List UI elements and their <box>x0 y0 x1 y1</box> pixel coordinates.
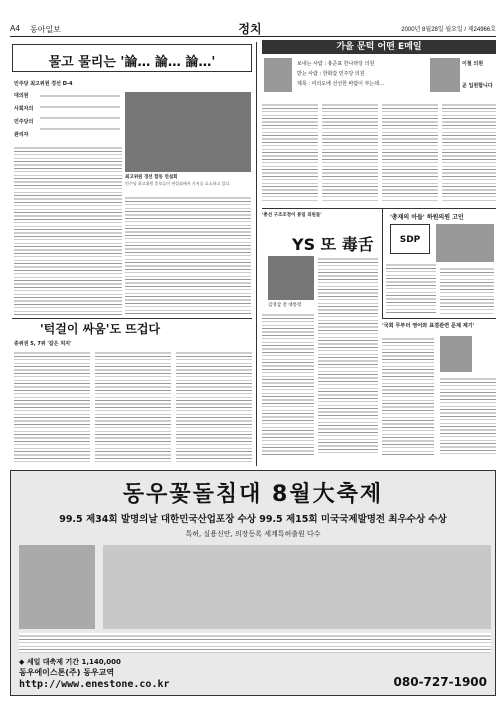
ad-url[interactable]: http://www.enestone.co.kr <box>19 679 170 690</box>
ad-product-photo <box>103 545 491 629</box>
text-block <box>176 350 252 462</box>
interview-label: 제목 : 여의도에 선선한 바람이 부는데… <box>297 81 385 87</box>
section-title: 정치 <box>238 22 262 36</box>
right-name: 이철 의원 <box>462 61 484 67</box>
sdp-kicker: '총재의 아들' 하원의원 고인 <box>390 214 464 221</box>
forum-title-box <box>12 44 252 72</box>
divider <box>382 318 496 319</box>
forum-photo <box>125 92 251 172</box>
ys-kicker: '총선 구조조정이 통일 의원들' <box>262 213 322 218</box>
portrait-left <box>264 58 292 92</box>
divider <box>12 318 252 319</box>
column-rule <box>382 208 383 318</box>
interview-left-labels <box>297 60 407 87</box>
text-block <box>442 102 496 202</box>
text-block <box>322 102 378 202</box>
text-block <box>262 102 318 202</box>
text-block <box>382 102 438 202</box>
interview-banner: 가을 문턱 어떤 E메일 <box>262 40 496 54</box>
photo-note: 민주당 최고위원 후보들이 연설회에서 지지를 호소하고 있다. <box>125 181 231 186</box>
assembly-photo <box>440 336 472 372</box>
sdp-logo: SDP <box>390 224 430 254</box>
paper-name: 동아일보 <box>30 25 61 34</box>
text-block <box>386 262 436 314</box>
bottom-story-title: '턱걸이 싸움'도 뜨겁다 <box>40 322 161 336</box>
interview-label: 보내는 사람 : 홍준표 한나라당 의원 <box>297 61 375 67</box>
text-block <box>40 126 120 132</box>
interview-label: 받는 사람 : 한화갑 민주당 의원 <box>297 71 365 77</box>
text-block <box>40 115 120 121</box>
ad-award-photo <box>19 545 95 629</box>
text-block <box>440 266 494 314</box>
ad-headline: 동우꽃돌침대 8월大축제 <box>122 482 384 507</box>
text-block <box>14 350 90 462</box>
column-rule <box>256 42 257 466</box>
ys-photo <box>268 256 314 300</box>
advertisement <box>10 470 496 696</box>
ys-title: YS 또 毒舌 <box>292 235 374 254</box>
assembly-title: '국회 무부터 영어와 표결관련 문제 제기' <box>382 323 475 329</box>
header-rule <box>10 36 496 37</box>
text-block <box>440 376 496 456</box>
text-block <box>40 104 120 110</box>
forum-subtitle: 민주당 최고위원 경선 D-4 <box>14 81 73 87</box>
bottom-story-sub: 중위권 5, 7위 '같은 처지' <box>14 341 72 347</box>
ad-line1: 99.5 제34회 발명의날 대한민국산업포장 수상 99.5 제15회 미국국제발명전 최우수상 수상 <box>59 514 447 525</box>
text-block <box>318 256 378 456</box>
text-block <box>95 350 171 462</box>
forum-label: 민주당의 <box>14 119 34 125</box>
forum-body-column <box>125 195 251 315</box>
forum-title: 물고 물리는 '論… 論… 論…' <box>48 55 216 70</box>
ad-line2: 특허, 실용신안, 의장등록 세계특허출원 다수 <box>185 530 321 538</box>
text-block <box>262 312 314 456</box>
page-number: A4 <box>10 24 20 33</box>
sdp-photo <box>436 224 494 262</box>
text-block <box>382 336 434 456</box>
forum-label: 사회자의 <box>14 106 34 112</box>
divider <box>262 208 496 209</box>
forum-label: 대의원 <box>14 93 29 99</box>
right-sub: 곧 입원합니다 <box>462 83 493 89</box>
photo-caption: 최고위원 경선 합동 연설회 <box>125 175 178 180</box>
ad-price: ◆ 세일 대축제 기간 1,140,000 <box>19 658 121 666</box>
issue-date: 2000년 8월28일 월요일 / 제24966호 <box>401 27 496 33</box>
forum-label-list <box>14 92 134 150</box>
ys-photo-caption: 김영삼 전 대통령 <box>268 303 302 308</box>
ad-phone: 080-727-1900 <box>393 675 487 689</box>
ad-text-block <box>19 633 491 653</box>
ad-company: 동우에이스톤(주) 동우교역 <box>19 668 115 677</box>
forum-body-column <box>14 145 122 315</box>
text-block <box>40 93 120 99</box>
forum-label: 관리자 <box>14 132 29 138</box>
portrait-right <box>430 58 460 92</box>
